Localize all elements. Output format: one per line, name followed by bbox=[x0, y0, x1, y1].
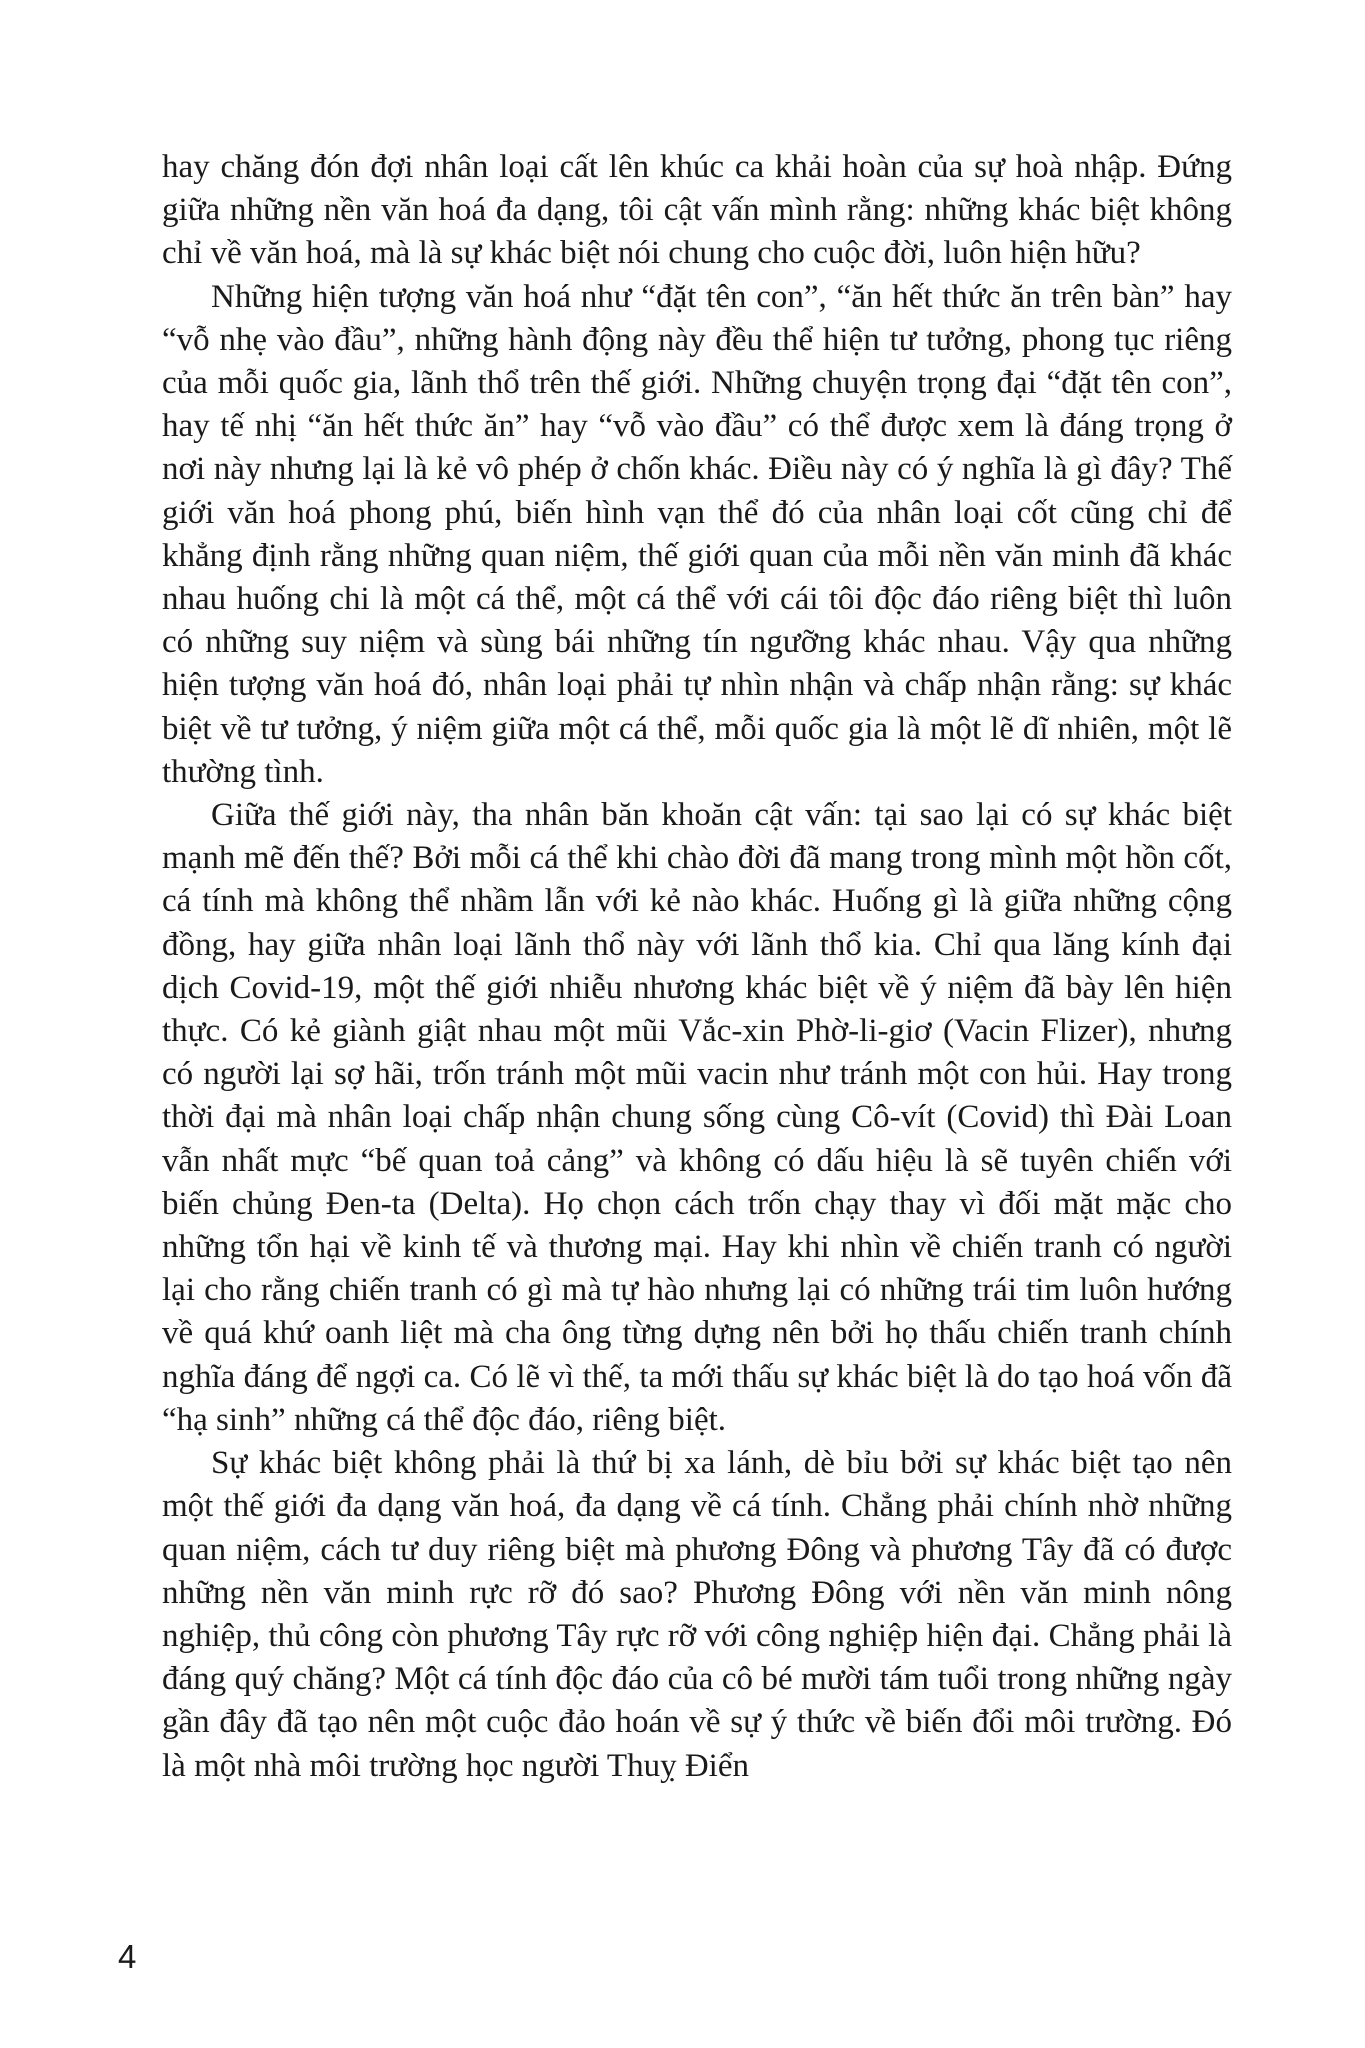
paragraph: Những hiện tượng văn hoá như “đặt tên con”, “ăn hết thức ăn trên bàn” hay “vỗ nhẹ vào đầu”, những hành động này đều thể hiện tư tưởng, phong tục riêng của mỗi quốc gia, lãnh thổ trên thế giới. Những chuyện trọng đại “đặt tên con”, hay tế nhị “ăn hết thức ăn” hay “vỗ vào đầu” có thể được xem là đáng trọng ở nơi này nhưng lại là kẻ vô phép ở chốn khác. Điều này có ý nghĩa là gì đây? Thế giới văn hoá phong phú, biến hình vạn thể đó của nhân loại cốt cũng chỉ để khẳng định rằng những quan niệm, thế giới quan của mỗi nền văn minh đã khác nhau huống chi là một cá thể, một cá thể với cái tôi độc đáo riêng biệt thì luôn có những suy niệm và sùng bái những tín ngưỡng khác nhau. Vậy qua những hiện tượng văn hoá đó, nhân loại phải tự nhìn nhận và chấp nhận rằng: sự khác biệt về tư tưởng, ý niệm giữa một cá thể, mỗi quốc gia là một lẽ dĩ nhiên, một lẽ thường tình. bbox=[162, 278, 1232, 790]
body-text bbox=[162, 146, 1232, 1788]
paragraph: Giữa thế giới này, tha nhân băn khoăn cật vấn: tại sao lại có sự khác biệt mạnh mẽ đến thế? Bởi mỗi cá thể khi chào đời đã mang trong mình một hồn cốt, cá tính mà không thể nhầm lẫn với kẻ nào khác. Huống gì là giữa những cộng đồng, hay giữa nhân loại lãnh thổ này với lãnh thổ kia. Chỉ qua lăng kính đại dịch Covid-19, một thế giới nhiễu nhương khác biệt về ý niệm đã bày lên hiện thực. Có kẻ giành giật nhau một mũi Vắc-xin Phờ-li-giơ (Vacin Flizer), nhưng có người lại sợ hãi, trốn tránh một mũi vacin như tránh một con hủi. Hay trong thời đại mà nhân loại chấp nhận chung sống cùng Cô-vít (Covid) thì Đài Loan vẫn nhất mực “bế quan toả cảng” và không có dấu hiệu là sẽ tuyên chiến với biến chủng Đen-ta (Delta). Họ chọn cách trốn chạy thay vì đối mặt mặc cho những tổn hại về kinh tế và thương mại. Hay khi nhìn về chiến tranh có người lại cho rằng chiến tranh có gì mà tự hào nhưng lại có những trái tim luôn hướng về quá khứ oanh liệt mà cha ông từng dựng nên bởi họ thấu chiến tranh chính nghĩa đáng để ngợi ca. Có lẽ vì thế, ta mới thấu sự khác biệt là do tạo hoá vốn đã “hạ sinh” những cá thể độc đáo, riêng biệt. bbox=[162, 797, 1232, 1438]
paragraph-continuation: hay chăng đón đợi nhân loại cất lên khúc ca khải hoàn của sự hoà nhập. Đứng giữa những nền văn hoá đa dạng, tôi cật vấn mình rằng: những khác biệt không chỉ về văn hoá, mà là sự khác biệt nói chung cho cuộc đời, luôn hiện hữu? bbox=[162, 149, 1232, 272]
paragraph: Sự khác biệt không phải là thứ bị xa lánh, dè bỉu bởi sự khác biệt tạo nên một thế giới đa dạng văn hoá, đa dạng về cá tính. Chẳng phải chính nhờ những quan niệm, cách tư duy riêng biệt mà phương Đông và phương Tây đã có được những nền văn minh rực rỡ đó sao? Phương Đông với nền văn minh nông nghiệp, thủ công còn phương Tây rực rỡ với công nghiệp hiện đại. Chẳng phải là đáng quý chăng? Một cá tính độc đáo của cô bé mười tám tuổi trong những ngày gần đây đã tạo nên một cuộc đảo hoán về sự ý thức về biến đổi môi trường. Đó là một nhà môi trường học người Thuỵ Điển bbox=[162, 1445, 1232, 1784]
page-number: 4 bbox=[118, 1938, 137, 1975]
